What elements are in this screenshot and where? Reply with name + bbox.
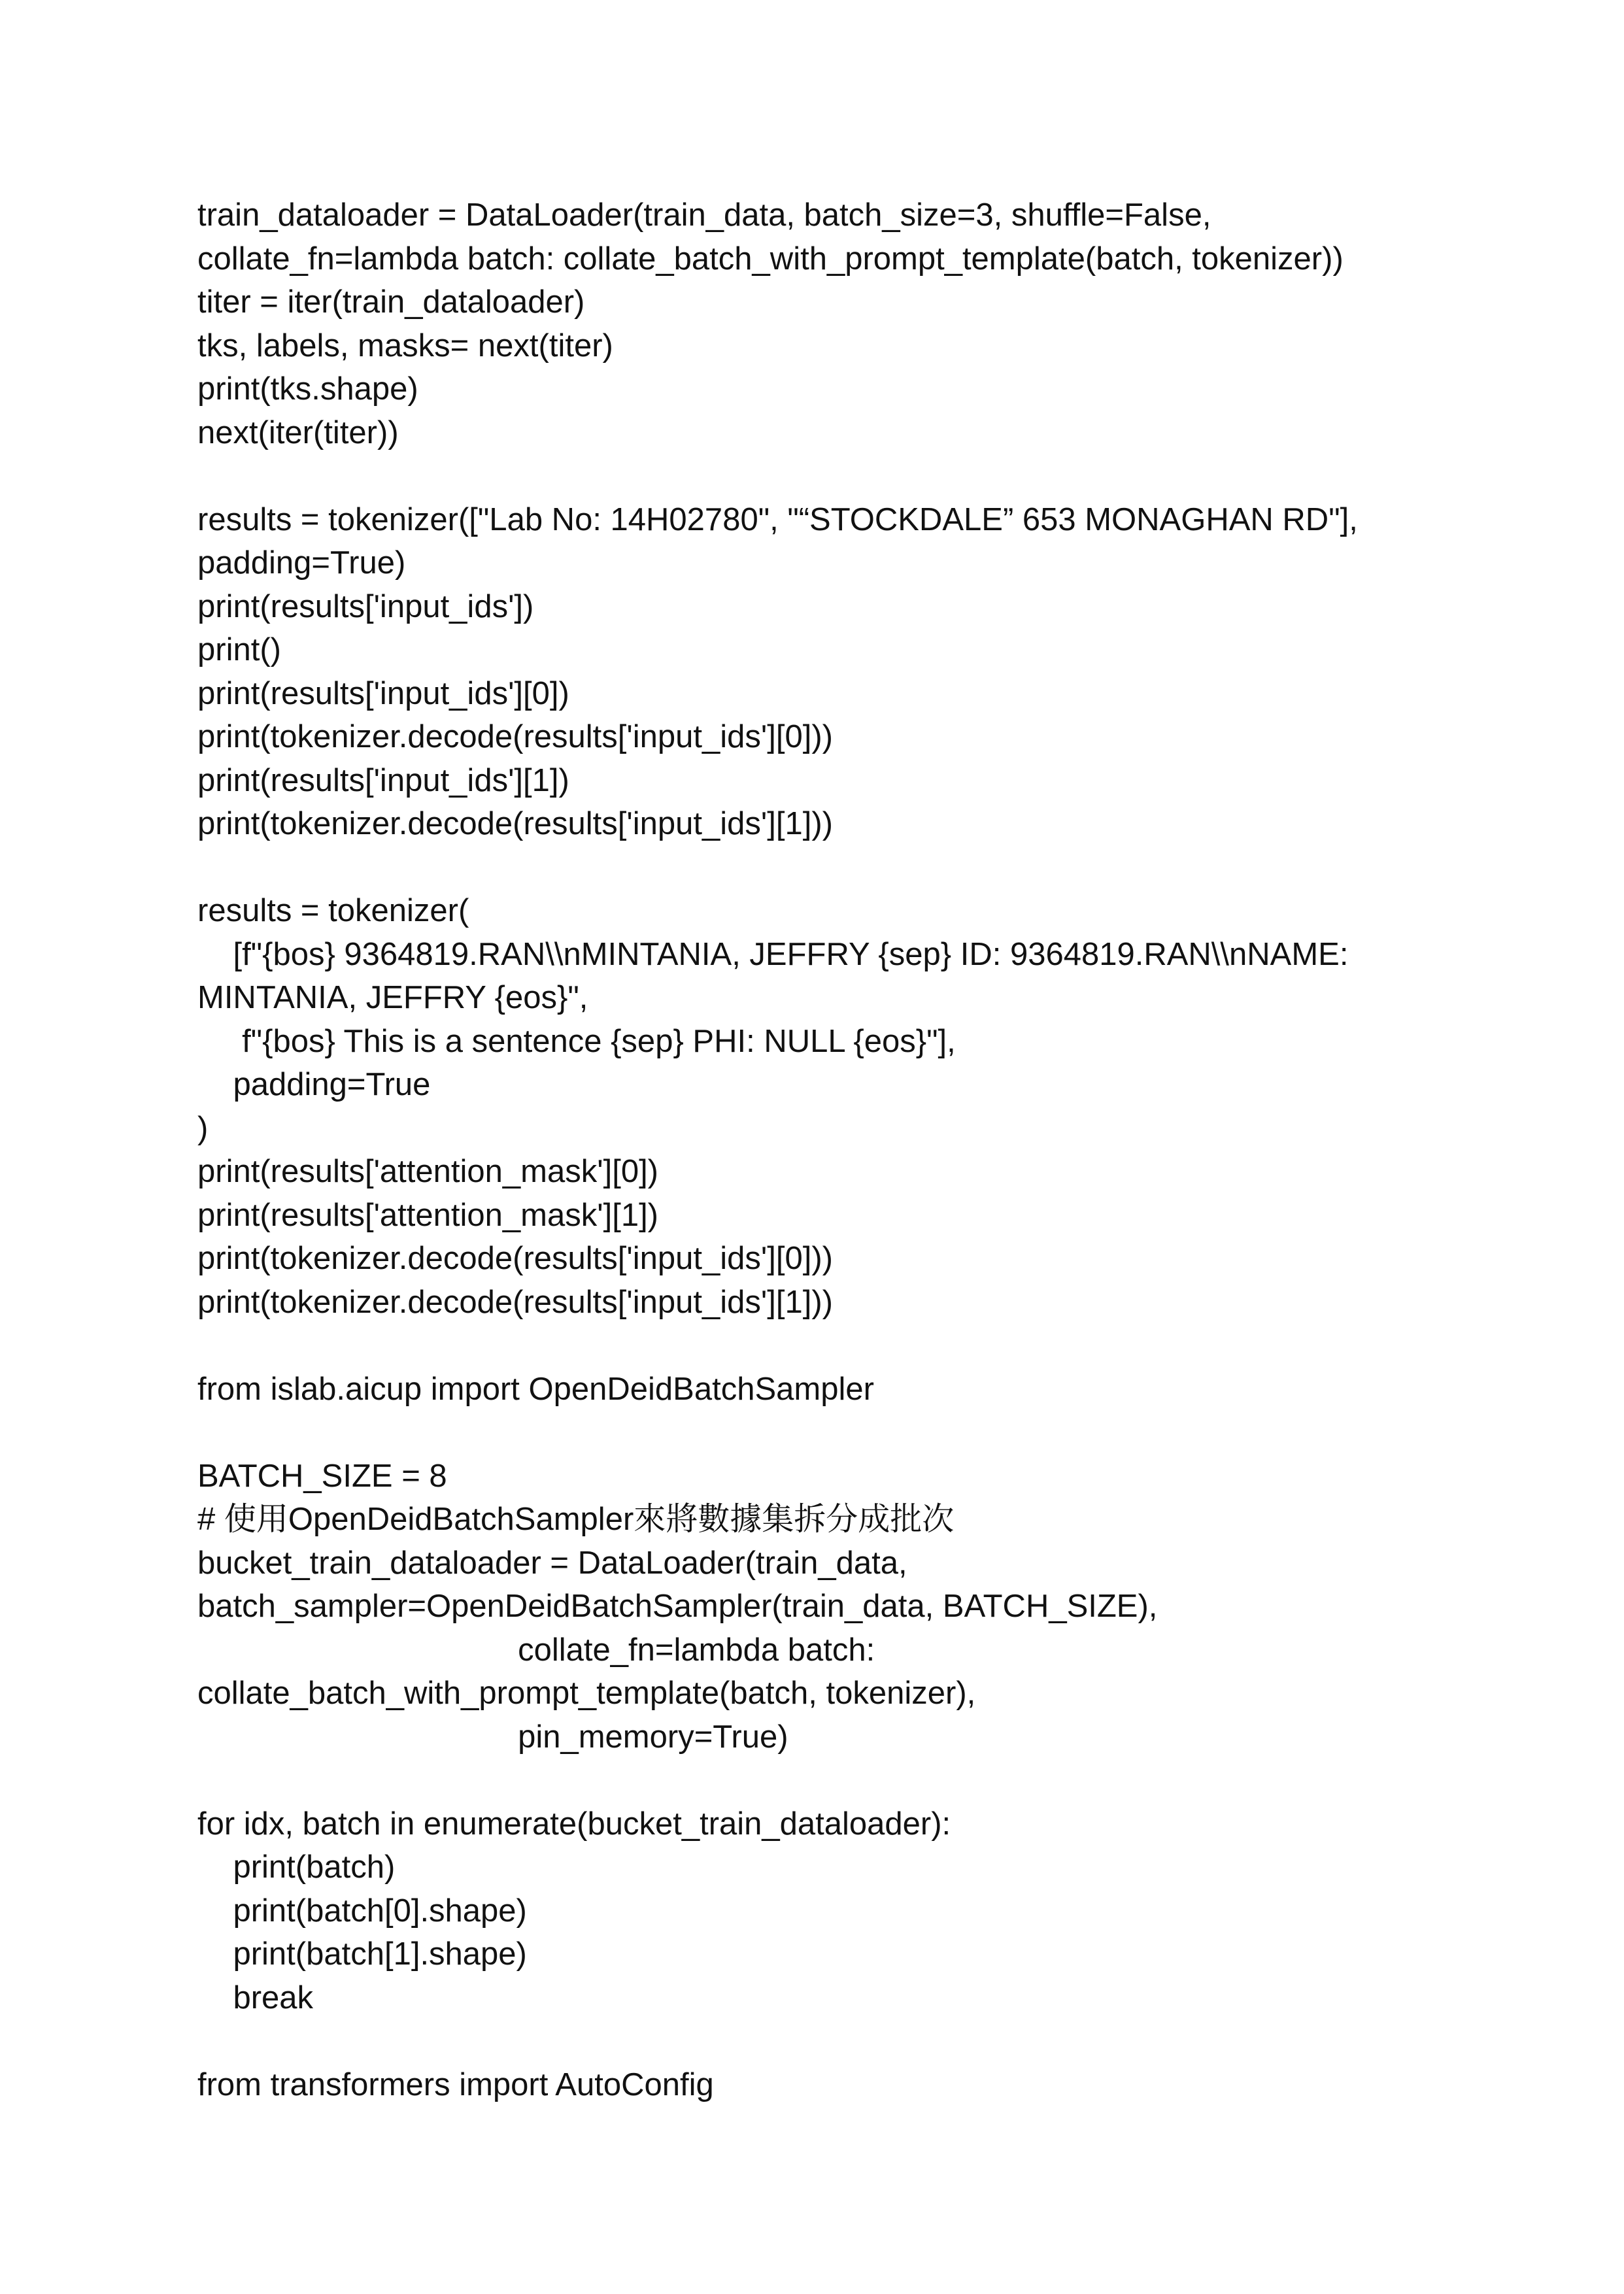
blank-line bbox=[197, 1324, 1459, 1368]
code-line: MINTANIA, JEFFRY {eos}", bbox=[197, 980, 588, 1015]
code-comment-line: # 使用OpenDeidBatchSampler來將數據集拆分成批次 bbox=[197, 1502, 955, 1537]
code-line: print(results['attention_mask'][0]) bbox=[197, 1154, 658, 1189]
code-line: padding=True bbox=[197, 1067, 431, 1102]
code-line: batch_sampler=OpenDeidBatchSampler(train_data, BATCH_SIZE), bbox=[197, 1589, 1158, 1624]
code-line: print(batch) bbox=[197, 1849, 396, 1885]
code-line: print(tokenizer.decode(results['input_ids'][0])) bbox=[197, 719, 833, 754]
code-line: bucket_train_dataloader = DataLoader(train_data, bbox=[197, 1545, 907, 1581]
code-line: next(iter(titer)) bbox=[197, 414, 399, 450]
code-line: titer = iter(train_dataloader) bbox=[197, 284, 585, 320]
code-line: results = tokenizer( bbox=[197, 893, 469, 928]
code-line: tks, labels, masks= next(titer) bbox=[197, 328, 613, 363]
code-line: for idx, batch in enumerate(bucket_train_dataloader): bbox=[197, 1806, 951, 1842]
code-line: print() bbox=[197, 632, 281, 667]
code-line: break bbox=[197, 1980, 314, 2016]
code-line: pin_memory=True) bbox=[197, 1719, 788, 1755]
code-line: train_dataloader = DataLoader(train_data, batch_size=3, shuffle=False, bbox=[197, 197, 1211, 233]
code-line: print(tokenizer.decode(results['input_ids'][1])) bbox=[197, 806, 833, 841]
code-line: print(tks.shape) bbox=[197, 371, 418, 407]
code-line: print(results['input_ids'][0]) bbox=[197, 675, 569, 711]
code-block bbox=[197, 194, 1459, 2106]
code-line: from transformers import AutoConfig bbox=[197, 2066, 714, 2102]
code-line: print(results['attention_mask'][1]) bbox=[197, 1197, 658, 1233]
code-line: print(tokenizer.decode(results['input_ids'][0])) bbox=[197, 1241, 833, 1276]
code-line: padding=True) bbox=[197, 545, 406, 581]
code-line: collate_fn=lambda batch: collate_batch_with_prompt_template(batch, tokenizer)) bbox=[197, 241, 1344, 277]
code-line: collate_fn=lambda batch: bbox=[197, 1632, 875, 1668]
code-line: results = tokenizer(["Lab No: 14H02780", "“STOCKDALE” 653 MONAGHAN RD"], bbox=[197, 501, 1358, 537]
code-line: collate_batch_with_prompt_template(batch, tokenizer), bbox=[197, 1676, 976, 1711]
code-line: print(tokenizer.decode(results['input_ids'][1])) bbox=[197, 1284, 833, 1320]
code-line: ) bbox=[197, 1110, 209, 1146]
code-line: from islab.aicup import OpenDeidBatchSampler bbox=[197, 1371, 874, 1407]
code-line: print(results['input_ids']) bbox=[197, 588, 534, 624]
code-line: f"{bos} This is a sentence {sep} PHI: NULL {eos}"], bbox=[197, 1023, 956, 1059]
blank-line bbox=[197, 846, 1459, 890]
blank-line bbox=[197, 1411, 1459, 1455]
code-line: [f"{bos} 9364819.RAN\\nMINTANIA, JEFFRY {sep} ID: 9364819.RAN\\nNAME: bbox=[197, 936, 1349, 972]
blank-line bbox=[197, 2019, 1459, 2063]
code-line: print(batch[1].shape) bbox=[197, 1936, 527, 1972]
code-line: print(results['input_ids'][1]) bbox=[197, 762, 569, 798]
code-line: BATCH_SIZE = 8 bbox=[197, 1458, 447, 1494]
blank-line bbox=[197, 454, 1459, 498]
blank-line bbox=[197, 1759, 1459, 1802]
code-line: print(batch[0].shape) bbox=[197, 1893, 527, 1929]
